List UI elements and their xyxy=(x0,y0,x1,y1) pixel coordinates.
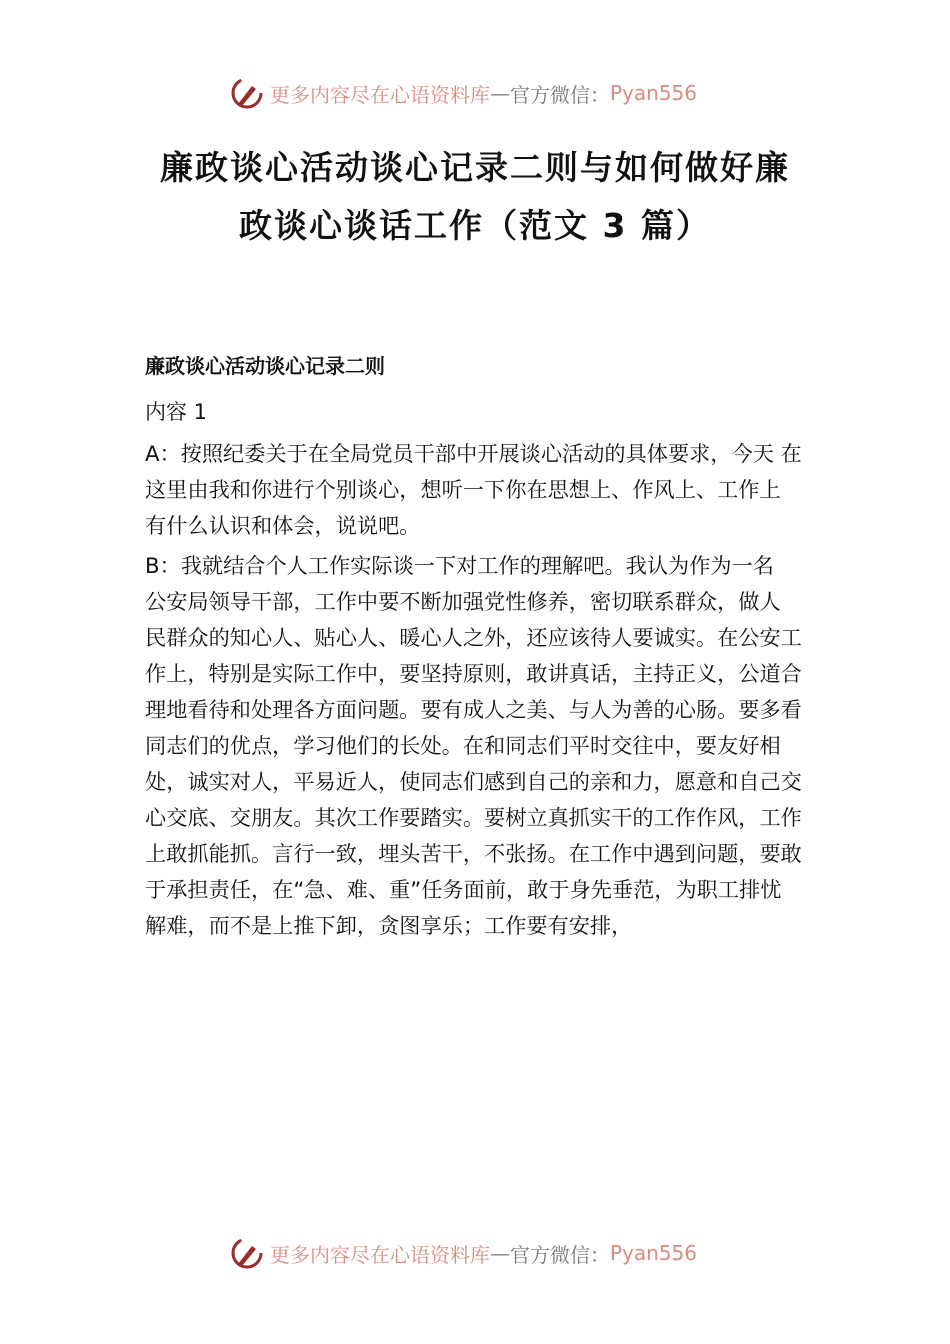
text-line: 有什么认识和体会，说说吧。 xyxy=(145,513,421,538)
watermark-dash: — xyxy=(490,1241,510,1265)
document-title-line1: 廉政谈心活动谈心记录二则与如何做好廉 xyxy=(160,148,790,187)
watermark-wechat-id: Pyan556 xyxy=(610,1241,698,1265)
pen-logo-icon xyxy=(230,1236,264,1270)
watermark-site: 更多内容尽在心语资料库 xyxy=(270,82,490,107)
watermark-dash: — xyxy=(490,81,510,105)
footer-watermark xyxy=(230,1233,697,1273)
text-line: 理地看待和处理各方面问题。要有成人之美、与人为善的心肠。要多看 xyxy=(145,697,802,722)
paragraph-b xyxy=(145,548,825,944)
watermark-wechat-label: 官方微信： xyxy=(510,1242,610,1267)
text-line: A：按照纪委关于在全局党员干部中开展谈心活动的具体要求，今天 在 xyxy=(145,441,802,466)
text-line: B：我就结合个人工作实际谈一下对工作的理解吧。我认为作为一名 xyxy=(145,553,774,578)
section-heading: 廉政谈心活动谈心记录二则 xyxy=(145,354,385,378)
document-title-line2: 政谈心谈话工作（范文 3 篇） xyxy=(239,206,711,245)
watermark-wechat-label: 官方微信： xyxy=(510,82,610,107)
subheading: 内容 1 xyxy=(145,400,208,424)
paragraph-a xyxy=(145,436,825,544)
text-line: 民群众的知心人、贴心人、暖心人之外，还应该待人要诚实。在公安工 xyxy=(145,625,802,650)
text-line: 心交底、交朋友。其次工作要踏实。要树立真抓实干的工作作风，工作 xyxy=(145,805,802,830)
text-line: 于承担责任，在“急、难、重”任务面前，敢于身先垂范，为职工排忧 xyxy=(145,877,782,902)
text-line: 同志们的优点，学习他们的长处。在和同志们平时交往中，要友好相 xyxy=(145,733,781,758)
text-line: 解难，而不是上推下卸，贪图享乐；工作要有安排， xyxy=(145,913,633,938)
header-watermark xyxy=(230,73,697,113)
pen-logo-icon xyxy=(230,76,264,110)
watermark-site: 更多内容尽在心语资料库 xyxy=(270,1242,490,1267)
text-line: 处，诚实对人，平易近人，使同志们感到自己的亲和力，愿意和自己交 xyxy=(145,769,802,794)
text-line: 这里由我和你进行个别谈心，想听一下你在思想上、作风上、工作上 xyxy=(145,477,781,502)
watermark-wechat-id: Pyan556 xyxy=(610,81,698,105)
text-line: 公安局领导干部，工作中要不断加强党性修养，密切联系群众，做人 xyxy=(145,589,781,614)
text-line: 上敢抓能抓。言行一致，埋头苦干，不张扬。在工作中遇到问题，要敢 xyxy=(145,841,802,866)
text-line: 作上，特别是实际工作中，要坚持原则，敢讲真话，主持正义，公道合 xyxy=(145,661,802,686)
